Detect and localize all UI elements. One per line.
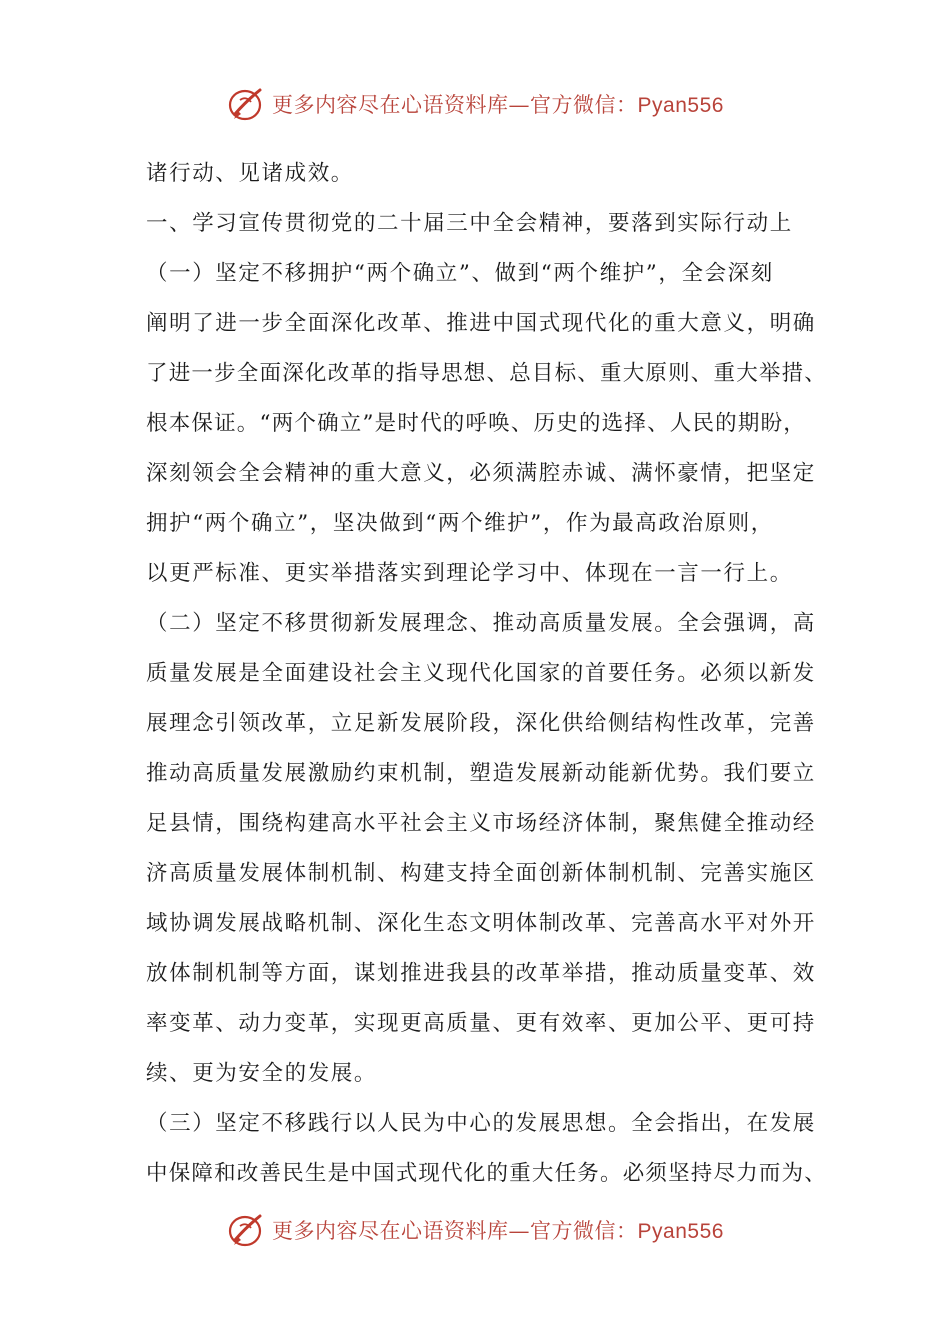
body-line: 续、更为安全的发展。: [146, 1061, 378, 1086]
pen-logo-icon: [226, 1210, 266, 1250]
footer-wechat-id: Pyan556: [637, 1220, 724, 1243]
body-line: 放体制机制等方面，谋划推进我县的改革举措，推动质量变革、效: [146, 961, 816, 986]
body-line: 率变革、动力变革，实现更高质量、更有效率、更加公平、更可持: [146, 1011, 816, 1036]
body-line: 了进一步全面深化改革的指导思想、总目标、重大原则、重大举措、: [146, 361, 828, 386]
body-line: 深刻领会全会精神的重大意义，必须满腔赤诚、满怀豪情，把坚定: [146, 461, 816, 486]
section-heading: 一、学习宣传贯彻党的二十届三中全会精神，要落到实际行动上: [146, 211, 793, 236]
body-line: （二）坚定不移贯彻新发展理念、推动高质量发展。全会强调，高: [146, 611, 816, 636]
body-line: 拥护“两个确立”，坚决做到“两个维护”，作为最高政治原则，: [146, 511, 774, 536]
header-banner-text: 更多内容尽在心语资料库—官方微信：Pyan556: [272, 93, 724, 117]
header-banner: [0, 82, 950, 126]
footer-banner: [0, 1208, 950, 1252]
header-wechat-id: Pyan556: [637, 94, 724, 117]
body-line: 以更严标准、更实举措落实到理论学习中、体现在一言一行上。: [146, 561, 793, 586]
body-line: （三）坚定不移践行以人民为中心的发展思想。全会指出，在发展: [146, 1111, 816, 1136]
body-line: 推动高质量发展激励约束机制，塑造发展新动能新优势。我们要立: [146, 761, 816, 786]
document-body: [146, 149, 828, 1199]
body-line: 根本保证。“两个确立”是时代的呼唤、历史的选择、人民的期盼，: [146, 411, 806, 436]
body-line: 展理念引领改革，立足新发展阶段，深化供给侧结构性改革，完善: [146, 711, 816, 736]
body-line: 域协调发展战略机制、深化生态文明体制改革、完善高水平对外开: [146, 911, 816, 936]
body-line: 诸行动、见诸成效。: [146, 161, 354, 186]
body-line: 济高质量发展体制机制、构建支持全面创新体制机制、完善实施区: [146, 861, 816, 886]
pen-logo-icon: [226, 84, 266, 124]
body-line: （一）坚定不移拥护“两个确立”、做到“两个维护”，全会深刻: [146, 261, 774, 286]
body-line: 质量发展是全面建设社会主义现代化国家的首要任务。必须以新发: [146, 661, 816, 686]
body-line: 中保障和改善民生是中国式现代化的重大任务。必须坚持尽力而为、: [146, 1161, 828, 1186]
body-line: 足县情，围绕构建高水平社会主义市场经济体制，聚焦健全推动经: [146, 811, 816, 836]
body-line: 阐明了进一步全面深化改革、推进中国式现代化的重大意义，明确: [146, 311, 816, 336]
footer-banner-text: 更多内容尽在心语资料库—官方微信：Pyan556: [272, 1219, 724, 1243]
